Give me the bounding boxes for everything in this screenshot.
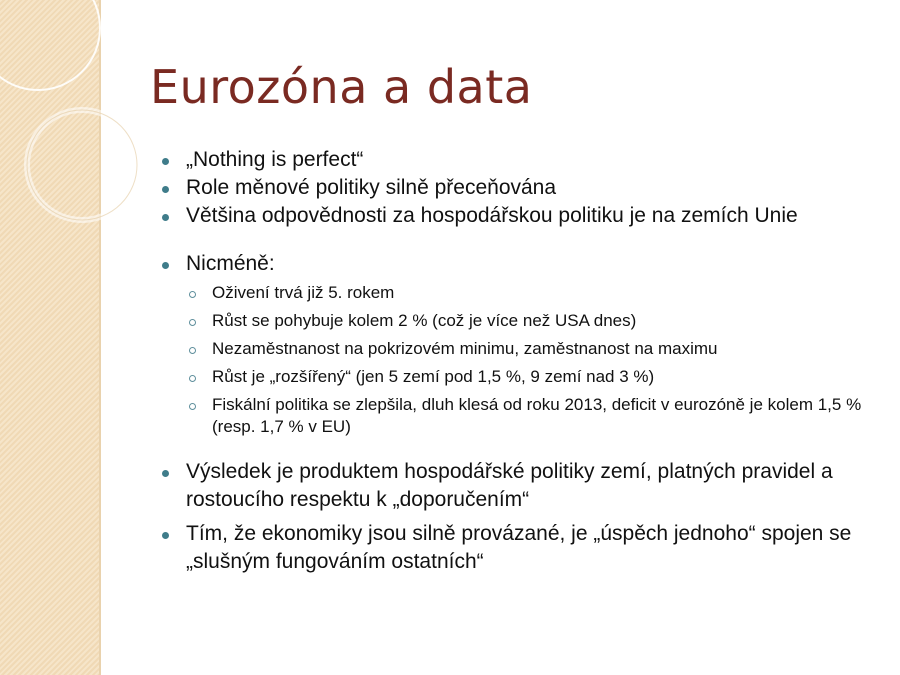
sub-bullet-text: Růst se pohybuje kolem 2 % (což je více než USA dnes) bbox=[212, 311, 637, 330]
bullet-icon bbox=[162, 532, 169, 539]
sub-bullet-icon bbox=[189, 403, 196, 410]
bullet-icon bbox=[162, 158, 169, 165]
sub-bullet-icon bbox=[189, 319, 196, 326]
bullet-item bbox=[160, 146, 880, 174]
sub-bullet-text: Fiskální politika se zlepšila, dluh klesá od roku 2013, deficit v eurozóně je kolem 1,5 % (resp. 1,7 % v EU) bbox=[212, 395, 862, 436]
bullet-item bbox=[160, 458, 880, 514]
bullet-item bbox=[160, 174, 880, 202]
sub-bullet-icon bbox=[189, 375, 196, 382]
slide-title: Eurozóna a data bbox=[150, 60, 533, 114]
sub-bullet-text: Oživení trvá již 5. rokem bbox=[212, 283, 395, 302]
bullet-icon bbox=[162, 214, 169, 221]
sub-bullet-text: Nezaměstnanost na pokrizovém minimu, zaměstnanost na maximu bbox=[212, 339, 718, 358]
sub-bullet-item bbox=[186, 310, 880, 332]
bullet-item bbox=[160, 202, 880, 230]
bullet-text: Nicméně: bbox=[186, 252, 275, 275]
slide-content bbox=[160, 146, 880, 576]
sub-bullet-text: Růst je „rozšířený“ (jen 5 zemí pod 1,5 %, 9 zemí nad 3 %) bbox=[212, 367, 655, 386]
bullet-text: Tím, že ekonomiky jsou silně provázané, je „úspěch jednoho“ spojen se „slušným fungováním ostatních“ bbox=[186, 522, 852, 573]
bullet-text: Výsledek je produktem hospodářské politiky zemí, platných pravidel a rostoucího respektu k „doporučením“ bbox=[186, 460, 833, 511]
bullet-icon bbox=[162, 470, 169, 477]
bullet-text: „Nothing is perfect“ bbox=[186, 148, 364, 171]
bullet-item-nicmene bbox=[160, 250, 880, 438]
bullet-list bbox=[160, 146, 880, 576]
sub-bullet-list bbox=[186, 282, 880, 438]
sub-bullet-icon bbox=[189, 347, 196, 354]
sub-bullet-item bbox=[186, 338, 880, 360]
sub-bullet-item bbox=[186, 394, 880, 438]
bullet-icon bbox=[162, 262, 169, 269]
bullet-item bbox=[160, 520, 880, 576]
bullet-text: Většina odpovědnosti za hospodářskou politiku je na zemích Unie bbox=[186, 204, 798, 227]
sub-bullet-item bbox=[186, 282, 880, 304]
sub-bullet-item bbox=[186, 366, 880, 388]
bullet-text: Role měnové politiky silně přeceňována bbox=[186, 176, 557, 199]
sub-bullet-icon bbox=[189, 291, 196, 298]
bullet-icon bbox=[162, 186, 169, 193]
